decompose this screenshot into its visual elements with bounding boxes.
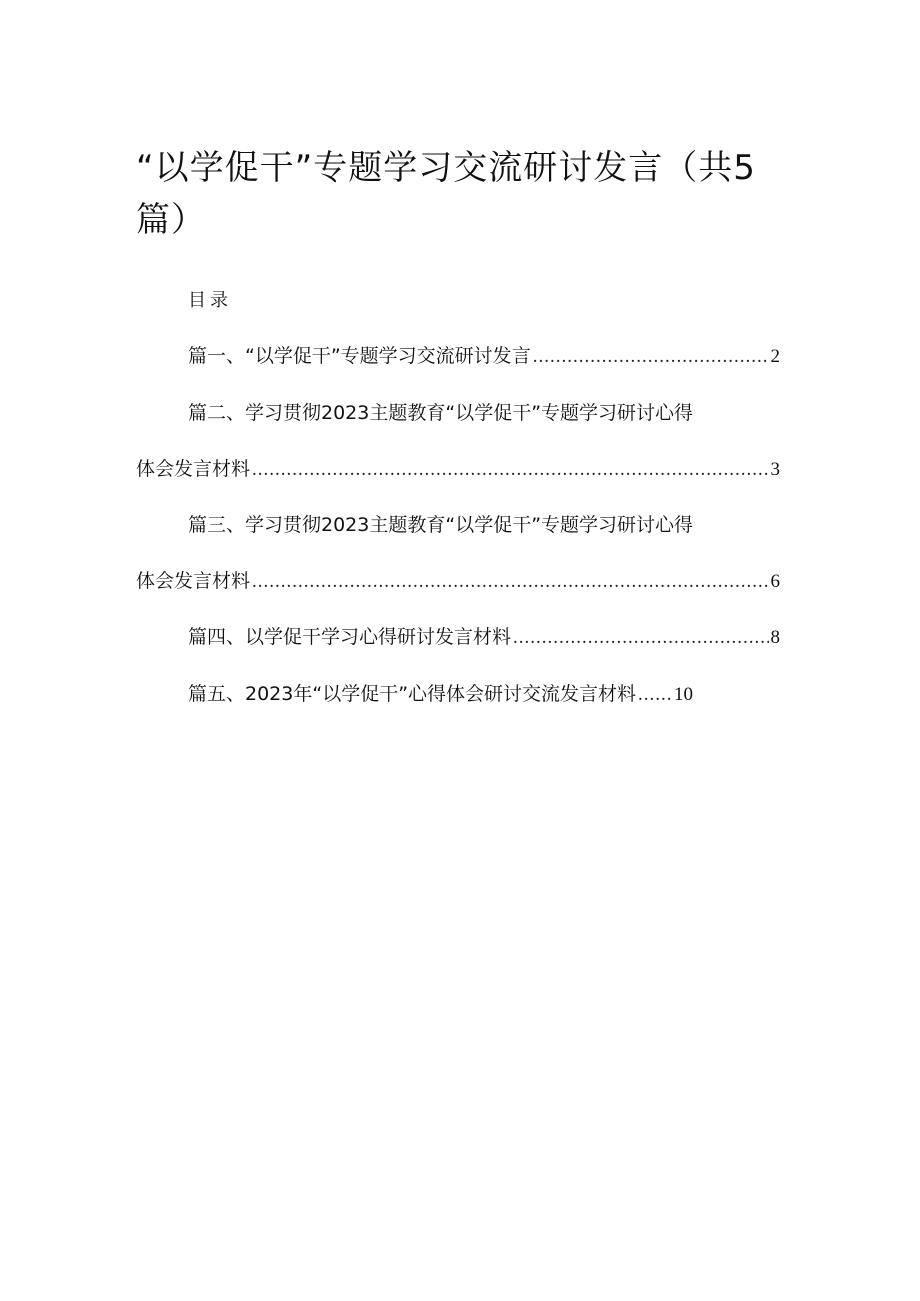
toc-entry-2[interactable] — [136, 455, 780, 484]
toc-entry-label: 篇四、以学促干学习心得研讨发言材料 — [188, 626, 512, 648]
toc-entry-1[interactable] — [188, 342, 780, 371]
toc-entry-4[interactable] — [188, 623, 780, 652]
document-title: “以学促干”专题学习交流研讨发言（共5篇） — [136, 148, 756, 240]
toc-entry-label: 体会发言材料 — [136, 570, 251, 592]
toc-page-number: 3 — [770, 459, 780, 480]
toc-entry-3[interactable] — [136, 567, 780, 596]
toc-entry-label: 篇五、2023年“以学促干”心得体会研讨交流发言材料 — [188, 683, 637, 705]
toc-leader-dots — [252, 568, 768, 596]
toc-leader-dots — [638, 681, 672, 709]
toc-leader-dots — [533, 343, 769, 371]
toc-page-number: 10 — [674, 684, 694, 705]
toc-page-number: 2 — [770, 346, 780, 367]
toc-entry-label: 体会发言材料 — [136, 458, 251, 480]
toc-leader-dots — [513, 624, 768, 652]
toc-heading: 目录 — [188, 290, 232, 311]
toc-page-number: 8 — [770, 627, 780, 648]
toc-entry-2-line-1[interactable]: 篇二、学习贯彻2023主题教育“以学促干”专题学习研讨心得 — [188, 402, 694, 424]
toc-entry-label: 篇一、“以学促干”专题学习交流研讨发言 — [188, 345, 531, 367]
toc-page-number: 6 — [770, 571, 780, 592]
toc-entry-5[interactable] — [188, 680, 693, 709]
toc-leader-dots — [252, 456, 768, 484]
toc-entry-3-line-1[interactable]: 篇三、学习贯彻2023主题教育“以学促干”专题学习研讨心得 — [188, 514, 694, 536]
